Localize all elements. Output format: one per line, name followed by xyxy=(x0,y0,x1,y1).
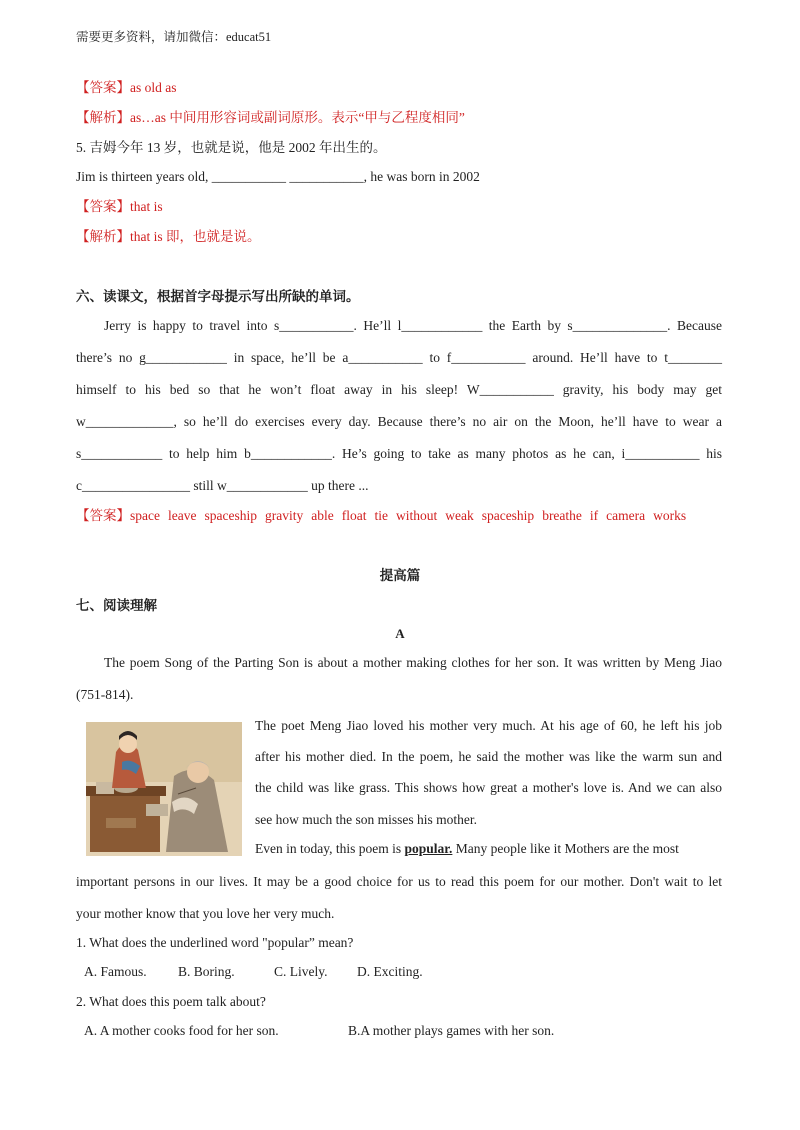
answer-label: 【答案】 xyxy=(76,508,130,523)
section6-title: 六、读课文，根据首字母提示写出所缺的单词。 xyxy=(76,289,360,304)
para2-line-4: see how much the son misses his mother. xyxy=(255,812,477,827)
intro-line-1: The poem Song of the Parting Son is about a mother making clothes for her son. It was written by Meng Jiao xyxy=(104,655,722,670)
answer-word: works xyxy=(653,508,687,523)
answer-word: breathe xyxy=(542,508,582,523)
section6-line-3: himself to his bed so that he won’t float away in his sleep! W___________ gravity, his body may get xyxy=(76,382,722,397)
q1-stem: 1. What does the underlined word "popular” mean? xyxy=(76,935,354,950)
q1-option-a: A. Famous. xyxy=(84,964,147,979)
para3-text-after: Many people like it Mothers are the most xyxy=(452,841,679,856)
section6-line-4: w_____________, so he’ll do exercises every day. Because there’s no air on the Moon, he’ll have to wear a xyxy=(76,414,722,429)
intro-line-2: (751-814). xyxy=(76,687,134,702)
answer-word: camera xyxy=(606,508,646,523)
illustration-svg xyxy=(86,722,242,856)
passage-label: A xyxy=(395,626,405,641)
q4-analysis: 【解析】as…as 中间用形容词或副词原形。表示“甲与乙程度相同” xyxy=(76,110,465,125)
answer-word: spaceship xyxy=(481,508,535,523)
answer-word: spaceship xyxy=(204,508,257,523)
q5-analysis: 【解析】that is 即，也就是说。 xyxy=(76,229,261,244)
q5-answer: 【答案】that is xyxy=(76,199,163,214)
q5-chinese: 5. 吉姆今年 13 岁，也就是说，他是 2002 年出生的。 xyxy=(76,140,387,155)
level-title: 提高篇 xyxy=(379,568,421,583)
para3-line-3: your mother know that you love her very much. xyxy=(76,906,335,921)
q4-answer: 【答案】as old as xyxy=(76,80,177,95)
section6-line-6: c________________ still w____________ up there ... xyxy=(76,478,369,493)
section6-line-2: there’s no g____________ in space, he’ll be a___________ to f___________ around. He’ll have to t________ xyxy=(76,350,722,365)
para3-text-before: Even in today, this poem is xyxy=(255,841,405,856)
para2-line-2: after his mother died. In the poem, he said the mother was like the warm sun and xyxy=(255,749,722,764)
q1-option-c: C. Lively. xyxy=(274,964,328,979)
para3-line-1 xyxy=(255,839,722,859)
q1-option-d: D. Exciting. xyxy=(357,964,423,979)
q1-option-b: B. Boring. xyxy=(178,964,235,979)
mother-sewing-illustration xyxy=(86,722,242,856)
answer-word: if xyxy=(589,508,599,523)
q2-stem: 2. What does this poem talk about? xyxy=(76,994,266,1009)
para3-line-2: important persons in our lives. It may be a good choice for us to read this poem for our mother. Don't wait to let xyxy=(76,874,722,889)
answer-word: able xyxy=(311,508,334,523)
underlined-word-popular: popular. xyxy=(404,841,453,856)
section7-title: 七、阅读理解 xyxy=(76,598,157,613)
answer-word: float xyxy=(341,508,367,523)
section6-line-5: s____________ to help him b____________. He’s going to take as many photos as he can, i___________ his xyxy=(76,446,722,461)
q2-option-b: B.A mother plays games with her son. xyxy=(348,1023,555,1038)
answer-word: leave xyxy=(167,508,197,523)
answer-word: tie xyxy=(374,508,388,523)
q5-english: Jim is thirteen years old, ___________ ___________, he was born in 2002 xyxy=(76,169,480,184)
para2-line-1: The poet Meng Jiao loved his mother very much. At his age of 60, he left his job xyxy=(255,718,722,733)
answer-word: weak xyxy=(445,508,474,523)
answer-word: without xyxy=(395,508,438,523)
q2-option-a: A. A mother cooks food for her son. xyxy=(84,1023,279,1038)
section6-answer xyxy=(76,506,694,526)
page-header: 需要更多资料，请加微信：educat51 xyxy=(76,30,272,44)
answer-word: space xyxy=(130,508,160,523)
section6-line-1: Jerry is happy to travel into s___________. He’ll l____________ the Earth by s______________. Because xyxy=(104,318,722,333)
answer-word: gravity xyxy=(264,508,304,523)
para2-line-3: the child was like grass. This shows how great a mother's love is. And we can also xyxy=(255,780,722,795)
